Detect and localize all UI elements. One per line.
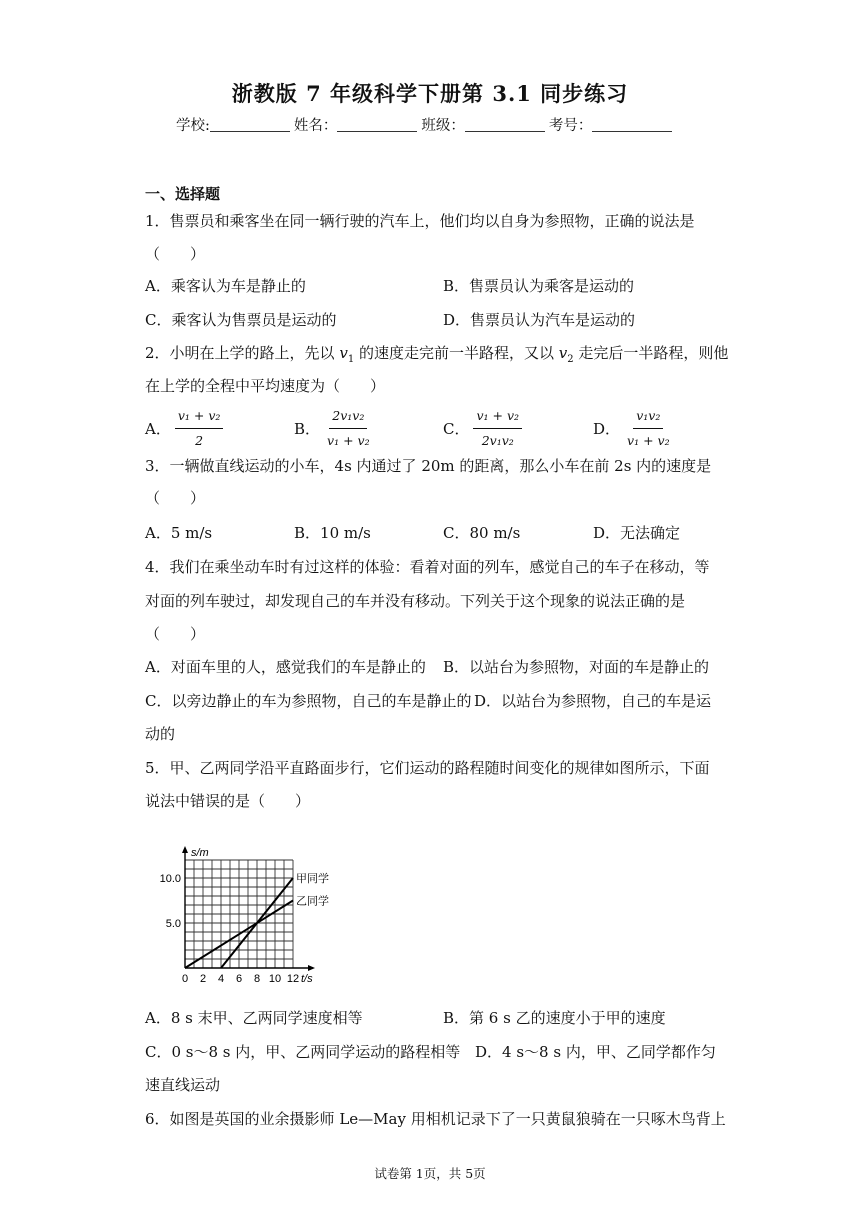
- fraction-numerator: v₁v₂: [633, 406, 663, 429]
- fraction-denominator: v₁ + v₂: [327, 433, 370, 448]
- q1-option-d: D．售票员认为汽车是运动的: [443, 311, 636, 329]
- x-tick-label: 2: [199, 973, 207, 985]
- distance-time-chart: [150, 826, 350, 986]
- series-label-1: 甲同学: [296, 873, 329, 885]
- q4-option-b: B．以站台为参照物，对面的车是静止的: [443, 658, 710, 676]
- q5-option-b: B．第 6 s 乙的速度小于甲的速度: [443, 1009, 666, 1027]
- q2-option-a-fraction: [175, 406, 224, 451]
- q2-v2: v: [558, 344, 568, 362]
- q2-option-b-label: B．: [294, 419, 321, 438]
- q2-stem-line1: [145, 343, 728, 370]
- x-tick-label: 8: [253, 973, 261, 985]
- q2-option-a-label: A．: [145, 419, 171, 438]
- q3-stem-line1: 3．一辆做直线运动的小车，4s 内通过了 20m 的距离，那么小车在前 2s 内的速度是: [145, 457, 712, 475]
- page-title: 浙教版 7 年级科学下册第 3.1 同步练习: [231, 81, 629, 106]
- y-axis-arrow: [182, 846, 188, 853]
- q2-v1-sub: 1: [347, 354, 355, 365]
- series-label-2: 乙同学: [296, 895, 329, 908]
- q2-option-d: [593, 406, 673, 451]
- q1-option-c: C．乘客认为售票员是运动的: [145, 311, 337, 329]
- q4-stem-line3: （ ）: [145, 625, 206, 643]
- fraction-denominator: 2v₁v₂: [481, 433, 514, 448]
- q5-stem-line1: 5．甲、乙两同学沿平直路面步行，它们运动的路程随时间变化的规律如图所示，下面: [145, 759, 710, 777]
- q3-option-c: C．80 m/s: [443, 524, 521, 542]
- q2-v2-sub: 2: [567, 354, 574, 365]
- section-heading: 一、选择题: [145, 185, 221, 203]
- q3-stem-line2: （ ）: [145, 489, 206, 507]
- fraction-numerator: v₁ + v₂: [473, 406, 522, 429]
- q2-option-b-fraction: [324, 406, 373, 451]
- x-tick-label: 6: [235, 973, 243, 985]
- class-blank: [465, 117, 545, 132]
- x-tick-label: 4: [217, 973, 225, 985]
- name-label: 姓名：: [293, 118, 338, 134]
- x-axis-arrow: [308, 965, 315, 971]
- q1-stem-line2: （ ）: [145, 245, 206, 263]
- q2-option-d-fraction: [624, 406, 673, 451]
- q1-stem-line1: 1．售票员和乘客坐在同一辆行驶的汽车上，他们均以自身为参照物，正确的说法是: [145, 212, 695, 230]
- q4-option-d: D．以站台为参照物，自己的车是运: [474, 692, 712, 710]
- q2-text-b: 的速度走完前一半路程，又以: [354, 344, 559, 362]
- fraction-numerator: v₁ + v₂: [175, 406, 224, 429]
- x-axis-label: t/s: [301, 973, 313, 985]
- q2-text-c: 走完后一半路程，则他: [573, 344, 729, 362]
- school-blank: [210, 117, 290, 132]
- class-label: 班级：: [421, 118, 465, 134]
- exam-no-label: 考号：: [548, 118, 593, 134]
- q2-option-c-fraction: [473, 406, 522, 451]
- q4-option-c: C．以旁边静止的车为参照物，自己的车是静止的: [145, 692, 472, 710]
- name-blank: [337, 117, 417, 132]
- fraction-denominator: 2: [195, 433, 204, 448]
- q2-stem-line2: 在上学的全程中平均速度为（ ）: [145, 377, 386, 395]
- y-axis-label: s/m: [191, 847, 209, 859]
- exam-no-blank: [592, 117, 672, 132]
- q4-stem-line1: 4．我们在乘坐动车时有过这样的体验：看着对面的列车，感觉自己的车子在移动，等: [145, 558, 710, 576]
- chart-grid: [185, 860, 293, 968]
- q4-stem-line2: 对面的列车驶过，却发现自己的车并没有移动。下列关于这个现象的说法正确的是: [145, 592, 686, 610]
- q3-option-d: D．无法确定: [593, 524, 681, 542]
- q4-option-d-continued: 动的: [145, 725, 176, 743]
- q2-option-a: [145, 406, 223, 451]
- q2-option-c: [443, 406, 522, 451]
- x-tick-label: 0: [181, 973, 189, 985]
- y-tick-label: 5.0: [165, 918, 181, 930]
- q5-option-a: A．8 s 末甲、乙两同学速度相等: [145, 1009, 363, 1027]
- school-label: 学校:: [176, 118, 210, 134]
- q4-option-a: A．对面车里的人，感觉我们的车是静止的: [145, 658, 426, 676]
- q2-option-b: [294, 406, 373, 451]
- q3-option-a: A．5 m/s: [145, 524, 213, 542]
- chart-axes: [182, 846, 315, 971]
- x-tick-label: 12: [286, 973, 300, 985]
- q2-text-a: 2．小明在上学的路上，先以: [145, 344, 340, 362]
- q5-option-c: C．0 s～8 s 内，甲、乙两同学运动的路程相等: [145, 1043, 461, 1061]
- q5-option-d-continued: 速直线运动: [145, 1076, 221, 1094]
- page-footer: 试卷第 1页，共 5页: [374, 1166, 486, 1181]
- q3-option-b: B．10 m/s: [294, 524, 371, 542]
- q6-stem-line1: 6．如图是英国的业余摄影师 Le—May 用相机记录下了一只黄鼠狼骑在一只啄木鸟背上: [145, 1110, 726, 1128]
- q2-option-c-label: C．: [443, 419, 470, 438]
- q1-option-b: B．售票员认为乘客是运动的: [443, 277, 635, 295]
- fraction-numerator: 2v₁v₂: [329, 406, 367, 429]
- fraction-denominator: v₁ + v₂: [627, 433, 670, 448]
- q1-option-a: A．乘客认为车是静止的: [145, 277, 306, 295]
- student-info-line: [176, 114, 676, 135]
- q5-option-d: D．4 s～8 s 内，甲、乙同学都作匀: [475, 1043, 716, 1061]
- q2-option-d-label: D．: [593, 419, 621, 438]
- y-tick-label: 10.0: [159, 873, 181, 885]
- x-tick-label: 10: [268, 973, 282, 985]
- q2-v1: v: [339, 344, 348, 362]
- q5-stem-line2: 说法中错误的是（ ）: [145, 792, 311, 810]
